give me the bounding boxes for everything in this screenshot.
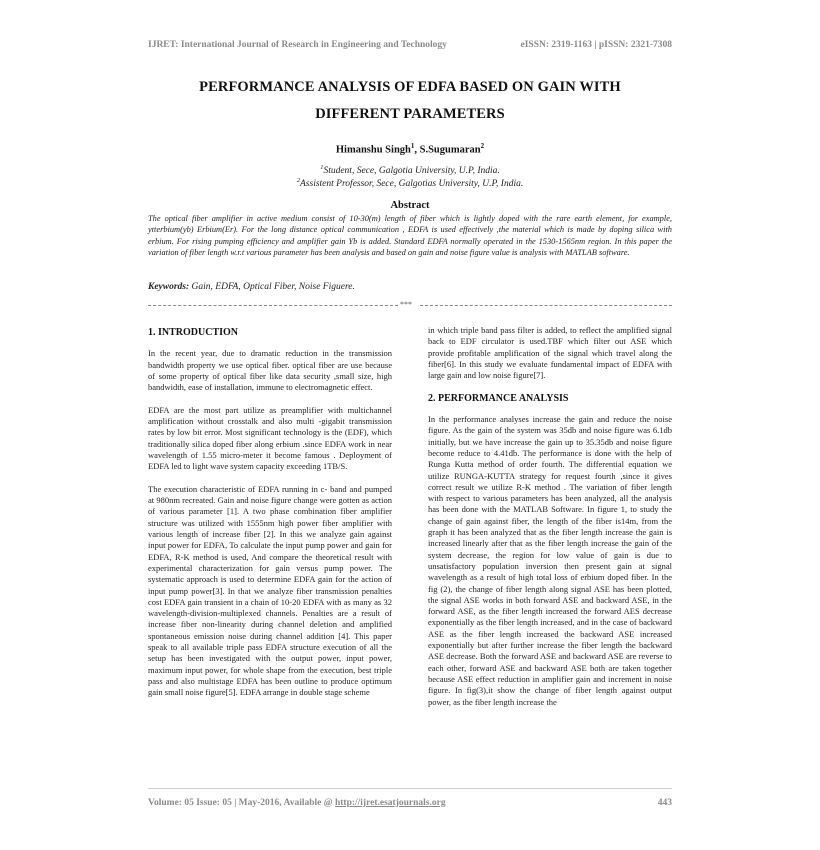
journal-link[interactable]: http://ijret.esatjournals.org	[334, 798, 446, 808]
performance-heading: 2. PERFORMANCE ANALYSIS	[428, 392, 569, 404]
paper-title	[148, 74, 672, 128]
right-column	[428, 325, 672, 719]
author-1-mark: 1	[410, 142, 415, 150]
divider-mark: ***	[400, 300, 412, 309]
abstract-text: The optical fiber amplifier in active medium consist of 10-30(m) length of fiber which is lightly doped with the rare earth element, for example, ytterbium(yb) Erbium(Er). For the long distance optical communication , EDFA is used effectively ,the material which is made by doping silica with erbium. For rising pumping efficiency and amplifier gain Yb is added. Standard EDFA normally operated in the 1530-1565nm region. In this paper the variation of fiber length w.r.t various parameter has been analysis and based on gain and noise figure value is analysis with MATLAB software.	[148, 214, 672, 257]
title-line-1: PERFORMANCE ANALYSIS OF EDFA BASED ON GAIN WITH	[199, 79, 621, 95]
author-2: S.Sugumaran	[419, 144, 481, 156]
affiliation-2-text: Assistent Professor, Sece, Galgotias University, U.P, India.	[300, 179, 524, 190]
journal-name: IJRET: International Journal of Research in Engineering and Technology	[148, 40, 447, 50]
author-list	[148, 142, 672, 156]
section-divider	[148, 300, 672, 310]
introduction-heading: 1. INTRODUCTION	[148, 327, 239, 338]
keywords-text: Gain, EDFA, Optical Fiber, Noise Figuere.	[189, 282, 355, 292]
keywords-label: Keywords:	[148, 282, 190, 292]
abstract-heading: Abstract	[390, 200, 430, 211]
affiliation-1	[148, 164, 672, 176]
author-1: Himanshu Singh	[335, 144, 411, 156]
paragraph: in which triple band pass filter is added, to reflect the amplified signal back to EDF circulator is used.TBF which filter out ASE which provide profitable amplification of the signal which travel along the fiber[6]. In this study we evaluate fundamental impact of EDFA with large gain and low noise figure[7].	[428, 325, 672, 381]
keywords	[148, 282, 672, 292]
paragraph: EDFA are the most part utilize as preamplifier with multichannel amplification without crosstalk and also multi -gigabit transmission rates by low bit error. Most significant technology is the (EDF), which traditionally silica doped fiber along erbium .since EDFA work in near wavelength of 1.55 micro-meter it become famous . Deployment of EDFA led to light wave system capacity exceeding 1TB/S.	[148, 404, 392, 472]
title-line-2: DIFFERENT PARAMETERS	[315, 106, 505, 122]
author-2-mark: 2	[480, 142, 485, 150]
issn-info: eISSN: 2319-1163 | pISSN: 2321-7308	[520, 40, 672, 50]
paragraph: In the recent year, due to dramatic reduction in the transmission bandwidth property we use optical fiber. optical fiber are use because of some property of optical fiber like data security ,small size, high bandwidth, ease of installation, immune to electromagnetic effect.	[148, 348, 392, 393]
affiliation-2	[148, 177, 672, 189]
affiliation-1-mark: 1	[320, 164, 324, 171]
footer-volume	[148, 798, 446, 808]
paragraph: In the performance analyses increase the gain and reduce the noise figure. As the gain of the system was 35db and noise figure was 6.1db initially, but we have increase the gain up to 35.35db and noise figure become reduce to 4.41db. The performance is done with the help of Runga Kutta method of order fourth. The differential equation we utilize RUNGA-KUTTA strategy for request fourth ,since it gives correct result we utilize R-K method . The variation of fiber length with respect to various parameters has been analyzed, all the analysis has been done with the MATLAB Software. In figure 1, to study the change of gain against fiber, the length of the fiber is14m, from the graph it has been analyzed that as the fiber length increase the gain is increased linearly after that as the fiber length increase the gain of the system decrease, the region for low value of gain is due to unsatisfactory population inversion then present gain at signal wavelength as a result of high total loss of erbium doped fiber. In the fig (2), the change of fiber length along signal ASE has been plotted, the signal ASE works in both forward ASE and backward ASE, in the forward ASE, as the fiber length increased the forward AES decrease exponentially as the fiber length increased, and in the case of backward ASE as the fiber length increased the backward ASE increased exponentially but after further increase the fiber length the backward ASE decrease. Both the forward ASE and backward ASE are reverse to each other, forward ASE and backward ASE both are taken together because ASE effect reduction in amplifier gain and increment in noise figure. In fig(3),it show the change of fiber length against output power, as the fiber length increase the	[428, 414, 672, 707]
affiliation-1-text: Student, Sece, Galgotia University, U.P, India.	[323, 166, 500, 177]
divider-line-right	[420, 305, 672, 306]
author-separator: ,	[414, 144, 420, 156]
page-number: 443	[657, 798, 672, 808]
paragraph: The execution characteristic of EDFA running in c- band and pumped at 980nm recreated. Gain and noise figure change were gotten as action of various parameter [1]. A two phase combination fiber amplifier structure was utilized with 1555nm high power fiber amplifier with various length of increase fiber [2]. In this we analyze gain against input power for EDFA, To calculate the input pump power and gain for EDFA, R-K method is used, And compare the theoretical result with experimental characterization for gain versus pump power. The systematic approach is used to determine EDFA gain for the action of input pump power[3]. In that we analyze fiber transmission penalties cost EDFA gain transient in a chain of 10-20 EDFA with as many as 32 wavelength-division-multiplexed channels. Penalties are a result of increase fiber non-linearity during channel deletion and amplified spontaneous emission noise during channel addition [4]. This paper speak to all available triple pass EDFA structure execution of all the setup has been investigated with the output power, input power, maximum input power, for whole shape from the execution, best triple pass and also multistage EDFA has been outline to produce optimum gain small noise figure[5]. EDFA arrange in double stage scheme	[148, 483, 392, 698]
divider-line-left	[148, 305, 398, 306]
left-column	[148, 325, 392, 710]
affiliation-2-mark: 2	[296, 177, 300, 184]
volume-info: Volume: 05 Issue: 05 | May-2016, Available @	[148, 798, 335, 808]
footer-rule	[148, 788, 672, 789]
